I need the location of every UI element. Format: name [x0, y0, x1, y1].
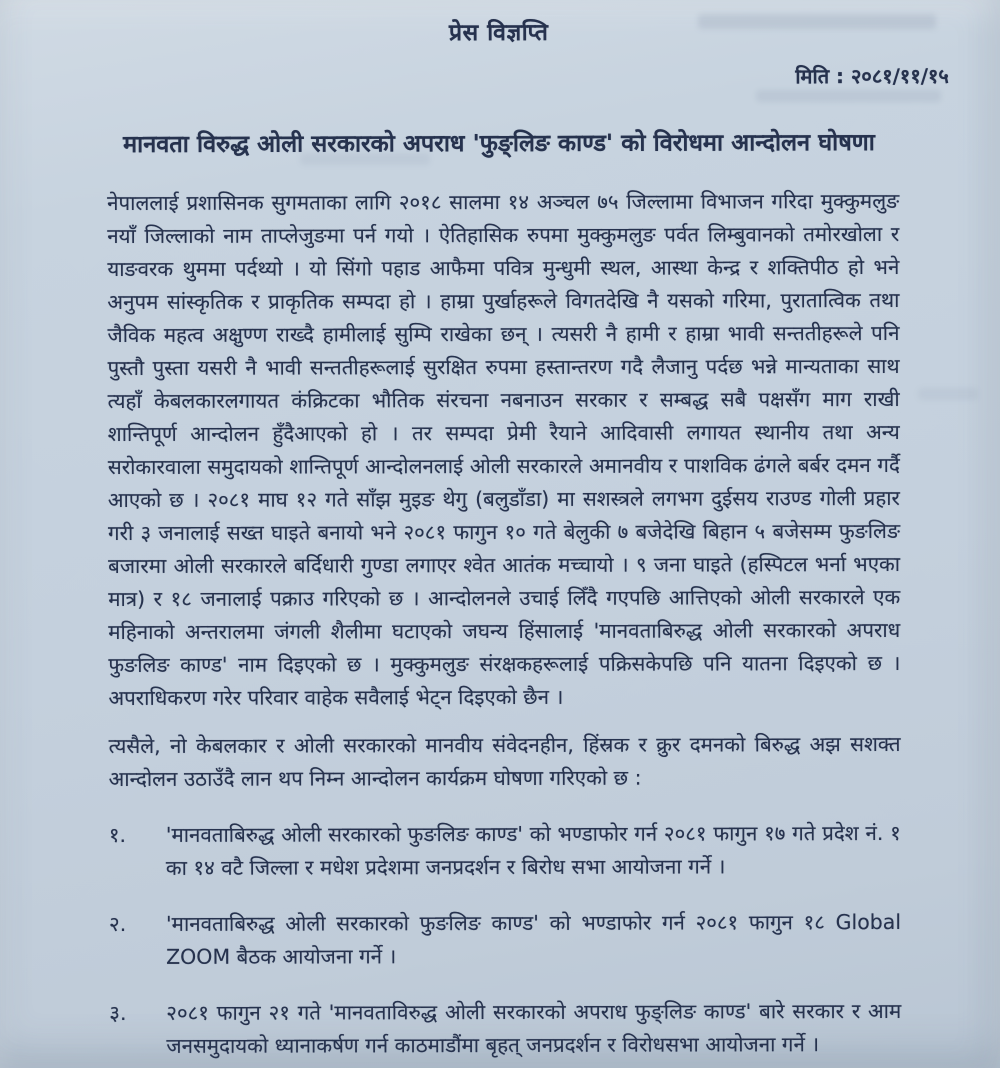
- item-text: 'मानवताबिरुद्ध ओली सरकारको फुङलिङ काण्ड' को भण्डाफोर गर्न २०८१ फागुन १८ Global ZOOM बैठक आयोजना गर्ने ।: [165, 909, 902, 969]
- item-number: ३.: [109, 1000, 127, 1026]
- agenda-list: [109, 817, 902, 1063]
- item-text: 'मानवताबिरुद्ध ओली सरकारको फुङलिङ काण्ड' को भण्डाफोर गर्न २०८१ फागुन १७ गते प्रदेश नं. १ का १४ वटै जिल्ला र मधेश प्रदेशमा जनप्रदर्शन र बिरोध सभा आयोजना गर्ने ।: [165, 820, 901, 880]
- document-title: प्रेस विज्ञप्ति: [449, 19, 549, 47]
- body-paragraph-2: त्यसैले, नो केबलकार र ओली सरकारको मानवीय संवेदनहीन, हिंस्रक र क्रुर दमनको बिरुद्ध अझ सशक्त आन्दोलन उठाउँदै लान थप निम्न आन्दोलन कार्यक्रम घोषणा गरिएको छ :: [108, 731, 901, 792]
- item-number: २.: [108, 911, 127, 937]
- list-item: [109, 906, 901, 974]
- body-paragraph-1: नेपाललाई प्रशासिनक सुगमताका लागि २०१८ सालमा १४ अञ्चल ७५ जिल्लामा विभाजन गरिदा मुक्कुमलुङ नयाँ जिल्लाको नाम ताप्लेजुङमा पर्न गयो । ऐतिहासिक रुपमा मुक्कुमलुङ पर्वत लिम्बुवानको तमोरखोला र याङवरक थुममा पर्दथ्यो । यो सिंगो पहाड आफैमा पवित्र मुन्धुमी स्थल, आस्था केन्द्र र शक्तिपीठ हो भने अनुपम सांस्कृतिक र प्राकृतिक सम्पदा हो । हाम्रा पुर्खाहरूले विगतदेखि नै यसको गरिमा, पुरातात्विक तथा जैविक महत्व अक्षुण्ण राख्दै हामीलाई सुम्पि राखेका छन् । त्यसरी नै हामी र हाम्रा भावी सन्ततीहरूले पनि पुस्तौ पुस्ता यसरी नै भावी सन्ततीहरूलाई सुरक्षित रुपमा हस्तान्तरण गदै लैजानु पर्दछ भन्ने मान्यताका साथ त्यहाँ केबलकारलगायत कंक्रिटका भौतिक संरचना नबनाउन सरकार र सम्बद्ध सबै पक्षसँग माग राखी शान्तिपूर्ण आन्दोलन हुँदैआएको हो । तर सम्पदा प्रेमी रैयाने आदिवासी लगायत स्थानीय तथा अन्य सरोकारवाला समुदायको शान्तिपूर्ण आन्दोलनलाई ओली सरकारले अमानवीय र पाशविक ढंगले बर्बर दमन गर्दै आएको छ । २०८१ माघ १२ गते साँझ मुइङ थेगु (बलुडाँडा) मा सशस्त्रले लगभग दुईसय राउण्ड गोली प्रहार गरी ३ जनालाई सख्त घाइते बनायो भने २०८१ फागुन १० गते बेलुकी ७ बजेदेखि बिहान ५ बजेसम्म फुङलिङ बजारमा ओली सरकारले बर्दिधारी गुण्डा लगाएर श्वेत आतंक मच्चायो । ९ जना घाइते (हस्पिटल भर्ना भएका मात्र) र १८ जनालाई पक्राउ गरिएको छ । आन्दोलनले उचाई लिँदै गएपछि आत्तिएको ओली सरकारले एक महिनाको अन्तरालमा जंगली शैलीमा घटाएको जघन्य हिंसालाई 'मानवताबिरुद्ध ओली सरकारको अपराध फुङलिङ काण्ड' नाम दिइएको छ । मुक्कुमलुङ संरक्षकहरूलाई पक्रिसकेपछि पनि यातना दिइएको छ । अपराधिकरण गरेर परिवार वाहेक सवैलाई भेट्न दिइएको छैन ।: [107, 188, 901, 711]
- item-text: २०८१ फागुन २१ गते 'मानवताविरुद्ध ओली सरकारको अपराध फुङ्लिङ काण्ड' बारे सरकार र आम जनसमुदायको ध्यानाकर्षण गर्न काठमाडौंमा बृहत् जनप्रदर्शन र विरोधसभा आयोजना गर्ने ।: [166, 998, 902, 1058]
- item-number: १.: [108, 822, 127, 848]
- list-item: [109, 995, 901, 1063]
- list-item: [109, 817, 901, 885]
- main-heading: मानवता विरुद्ध ओली सरकारको अपराध 'फुङ्लिङ काण्ड' को विरोधमा आन्दोलन घोषणा: [123, 128, 875, 158]
- issue-date: मिति : २०८१/११/१५: [795, 63, 949, 89]
